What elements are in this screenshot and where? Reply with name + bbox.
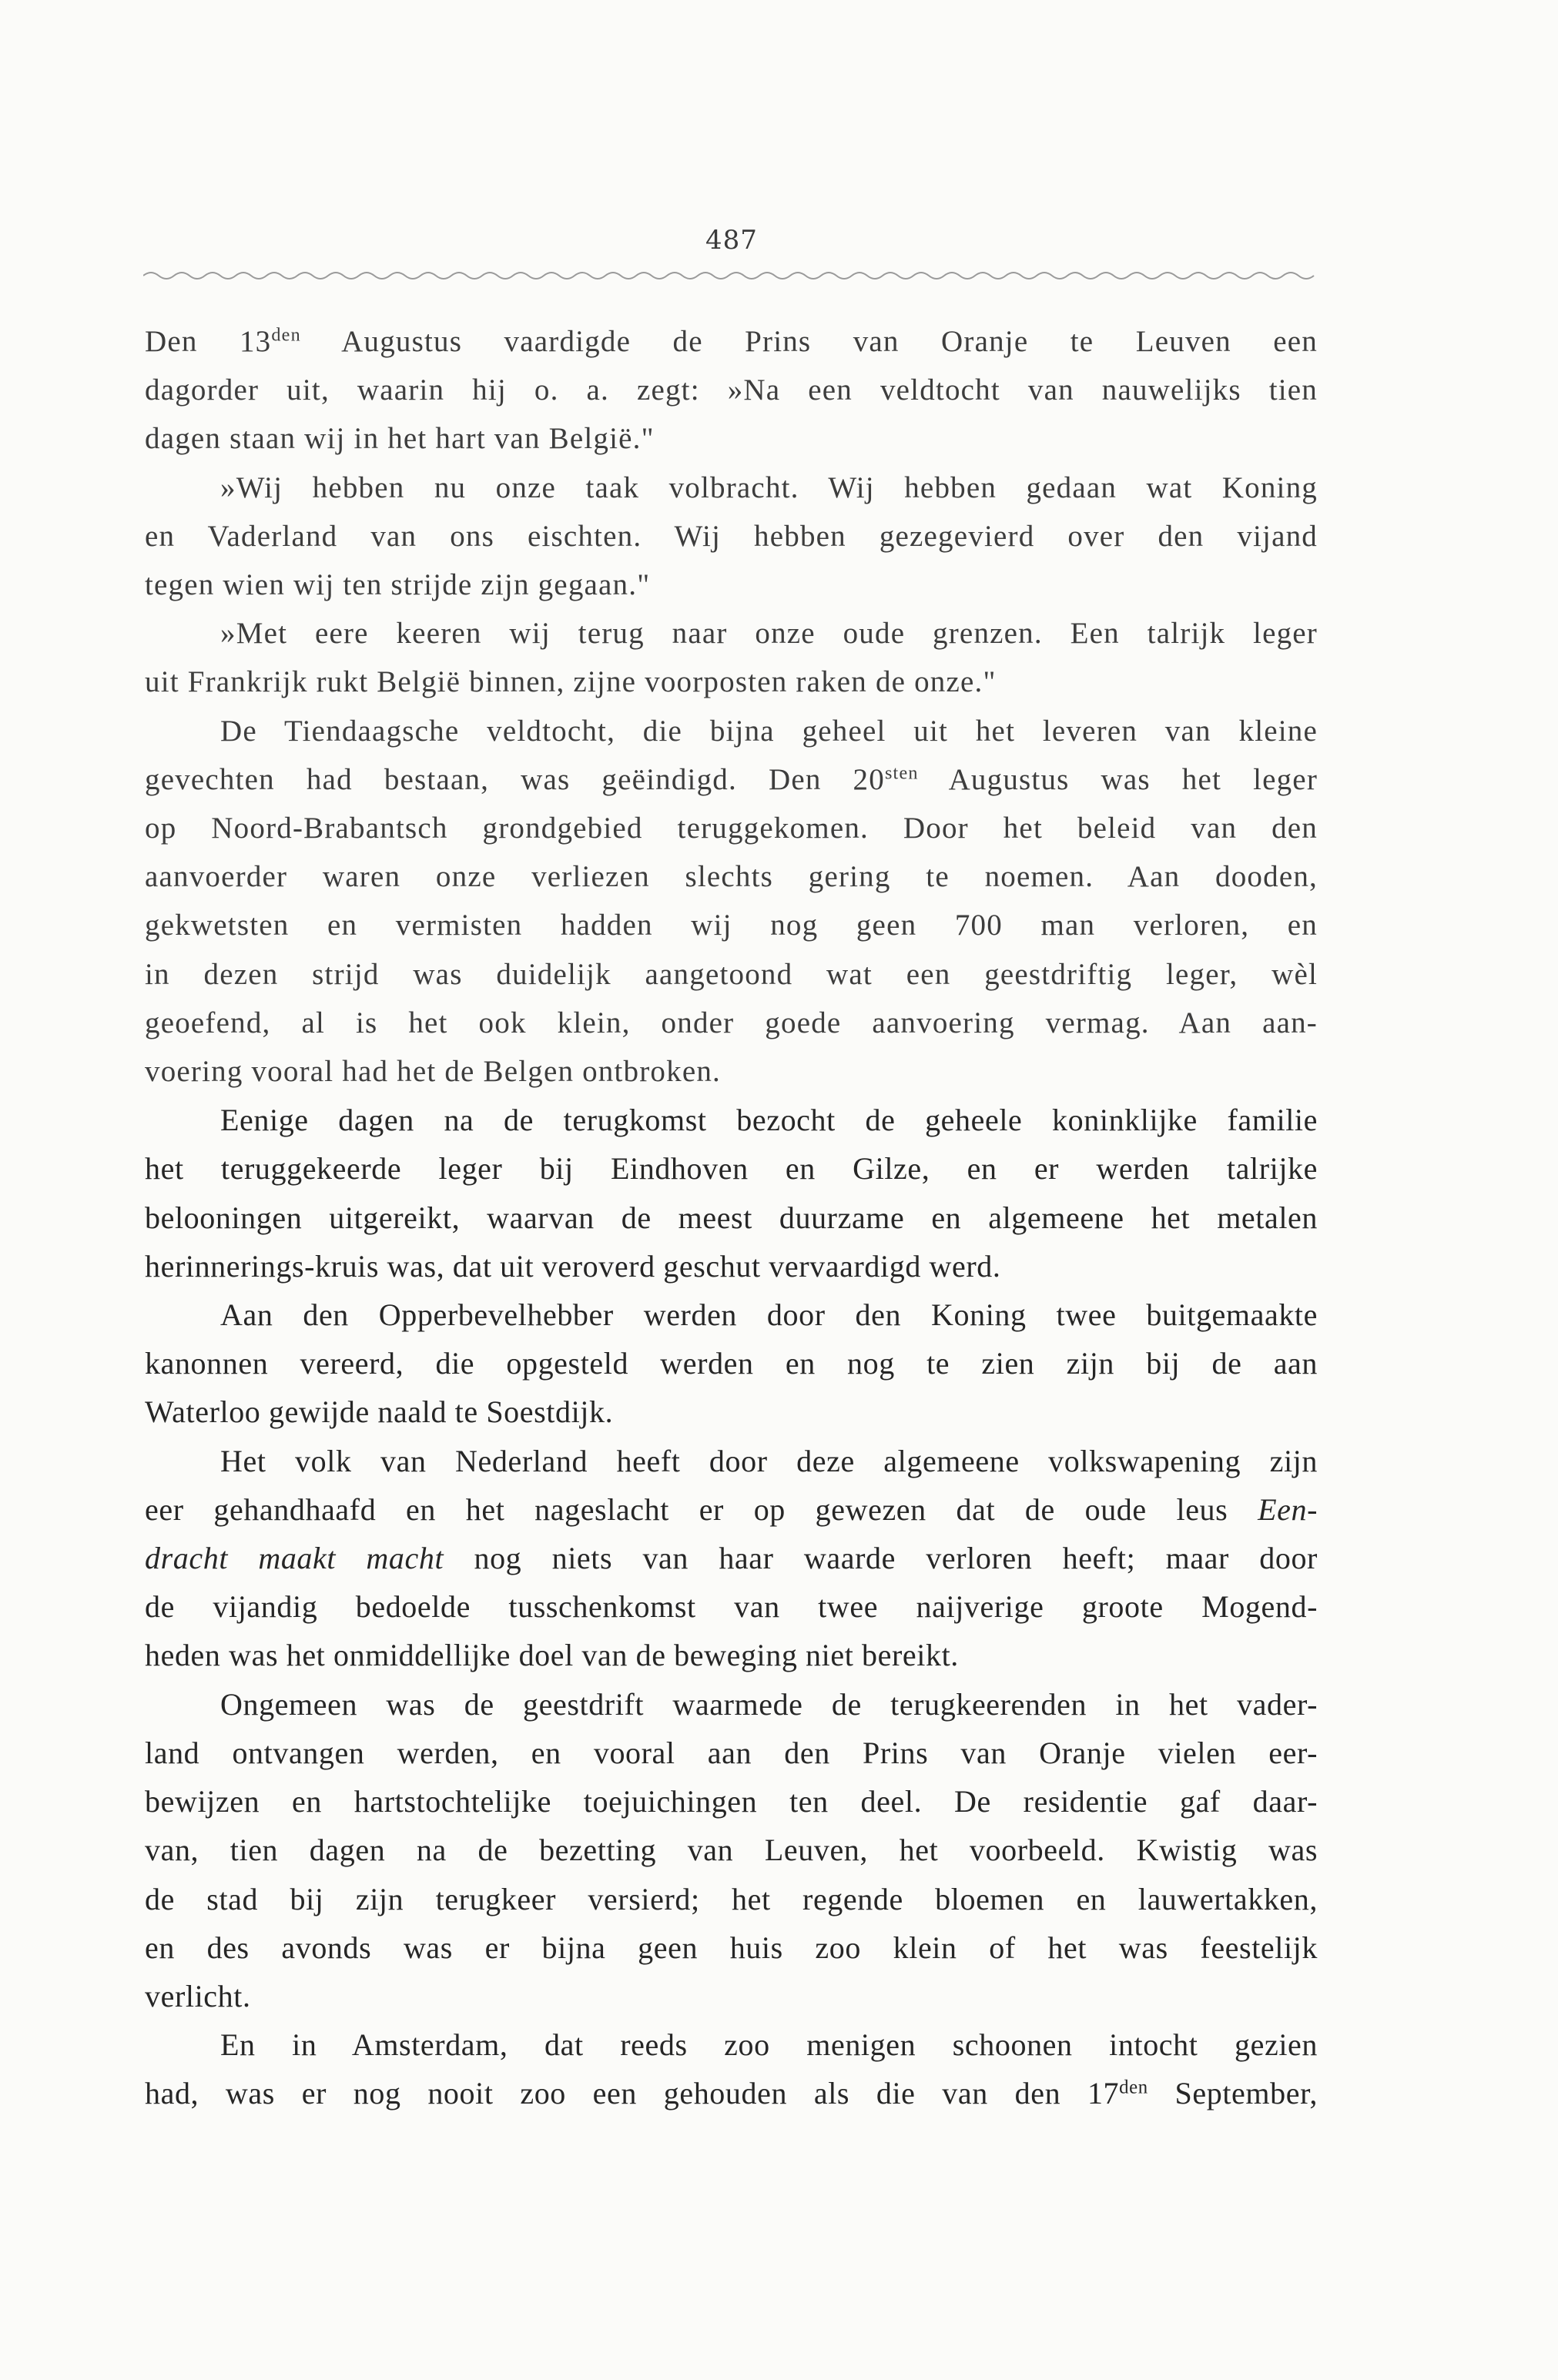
text-line: land ontvangen werden, en vooral aan den Prins van Oranje vielen eer- [145,1735,1318,1770]
text-line: Aan den Opperbevelhebber werden door den Koning twee buitgemaakte [220,1297,1318,1333]
text-line: gekwetsten en vermisten hadden wij nog geen 700 man verloren, en [145,909,1318,942]
text-line: Eenige dagen na de terugkomst bezocht de geheele koninklijke familie [220,1103,1318,1138]
text-line: het teruggekeerde leger bij Eindhoven en Gilze, en er werden talrijke [145,1151,1318,1187]
motto-italic: Een- [1258,1491,1318,1527]
text-line: voering vooral had het de Belgen ontbroken. [145,1055,721,1089]
text-line: de vijandig bedoelde tusschenkomst van twee naijverige groote Mogend- [145,1589,1318,1625]
text-line: in dezen strijd was duidelijk aangetoond wat een geestdriftig leger, wèl [145,957,1318,991]
text-line: belooningen uitgereikt, waarvan de meest duurzame en algemeene het metalen [145,1200,1318,1235]
paragraph [145,1096,1318,1290]
text-line: aanvoerder waren onze verliezen slechts gering te noemen. Aan dooden, [145,860,1318,894]
text-line: Ongemeen was de geestdrift waarmede de terugkeerenden in het vader- [220,1686,1318,1722]
text-line: had, was er nog nooit zoo een gehouden als die van den $17^{den}$ September, [145,2076,1318,2111]
text-line: gevechten had bestaan, was geëindigd. Den $20^{sten}$ Augustus was het leger [145,762,1318,796]
paragraph [145,707,1318,1096]
text-line: »Met eere keeren wij terug naar onze oude grenzen. Een talrijk leger [220,617,1318,651]
text-line: De Tiendaagsche veldtocht, die bijna geheel uit het leveren van kleine [220,714,1318,748]
text-line: geoefend, al is het ook klein, onder goede aanvoering vermag. Aan aan- [145,1006,1318,1039]
paragraph [145,1437,1318,1680]
text-line: uit Frankrijk rukt België binnen, zijne voorposten raken de onze." [145,665,997,699]
text-line: En in Amsterdam, dat reeds zoo menigen schoonen intocht gezien [220,2027,1318,2063]
text-line: en des avonds was er bijna geen huis zoo klein of het was feestelijk [145,1930,1318,1965]
paragraph [145,2020,1318,2117]
text-fragment: Augustus vaardigde de Prins van Oranje te Leuven een [341,325,1318,358]
text-line: bewijzen en hartstochtelijke toejuichingen ten deel. De residentie gaf daar- [145,1784,1318,1819]
text-line: dracht maakt macht nog niets van haar waarde verloren heeft; maar door [145,1541,1318,1576]
paragraph [145,1290,1318,1437]
text-line: Waterloo gewijde naald te Soestdijk. [145,1394,614,1430]
page-number: 487 [705,225,758,256]
text-fragment: 13 [239,325,272,358]
text-line: dagen staan wij in het hart van België." [145,422,655,456]
text-line: Het volk van Nederland heeft door deze algemeene volkswapening zijn [220,1443,1318,1478]
paragraph [145,1680,1318,2020]
text-line: heden was het onmiddellijke doel van de beweging niet bereikt. [145,1638,959,1673]
text-line: en Vaderland van ons eischten. Wij hebben gezegevierd over den vijand [145,519,1318,553]
text-line: tegen wien wij ten strijde zijn gegaan." [145,568,651,602]
paragraph [145,464,1318,610]
paragraph [145,317,1318,464]
text-line: »Wij hebben nu onze taak volbracht. Wij hebben gedaan wat Koning [220,470,1318,504]
text-line: van, tien dagen na de bezetting van Leuven, het voorbeeld. Kwistig was [145,1833,1318,1868]
text-line: kanonnen vereerd, die opgesteld werden en nog te zien zijn bij de aan [145,1346,1318,1381]
text-line: Den $13^{den}$ Augustus vaardigde de Prins van Oranje te Leuven een [145,324,1318,358]
superscript: den [1119,2077,1148,2098]
decorative-rule [143,268,1315,283]
text-line: op Noord-Brabantsch grondgebied teruggekomen. Door het beleid van den [145,812,1318,845]
paragraph [145,609,1318,706]
text-line: verlicht. [145,1978,251,2013]
text-line: dagorder uit, waarin hij o. a. zegt: »Na een veldtocht van nauwelijks tien [145,373,1318,407]
body-text [145,317,1318,2118]
text-line: herinnerings-kruis was, dat uit veroverd geschut vervaardigd werd. [145,1248,1001,1284]
superscript: den [271,324,301,346]
superscript: sten [884,762,919,784]
text-line: eer gehandhaafd en het nageslacht er op gewezen dat de oude leus Een- [145,1491,1318,1527]
motto-italic: dracht maakt macht [145,1541,444,1576]
text-line: de stad bij zijn terugkeer versierd; het regende bloemen en lauwertakken, [145,1881,1318,1916]
